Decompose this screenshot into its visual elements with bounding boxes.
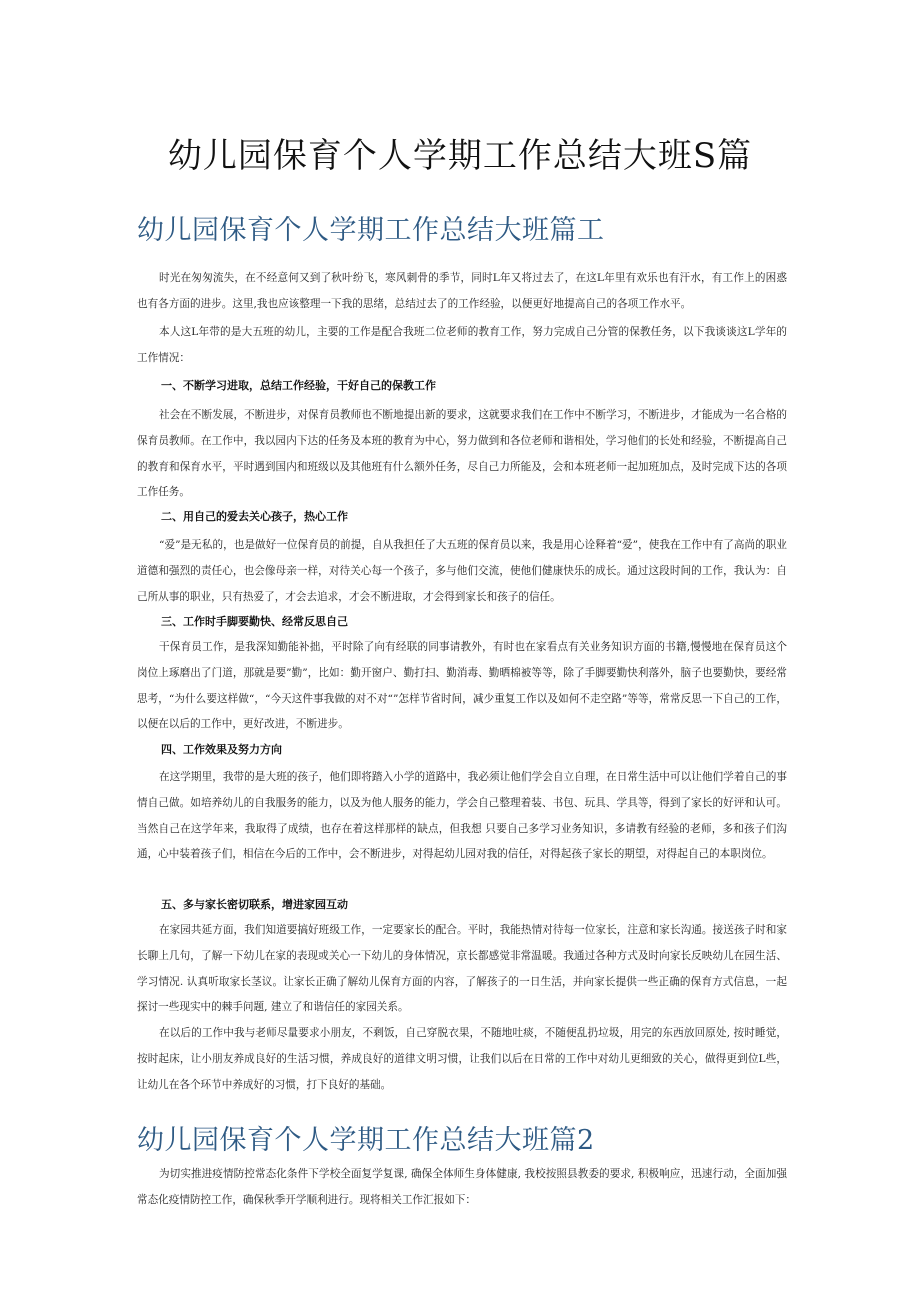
section-1-heading-1: 一、不断学习进取，总结工作经验，干好自己的保教工作 — [161, 379, 436, 392]
paragraph: 干保育员工作，是我深知勤能补拙，平时除了向有经联的同事请教外，有时也在家看点有关业务知识方面的书籍,慢慢地在保育员这个岗位上琢磨出了门道，那就是要”勤”，比如：勤开窗户、勤打扫、勤消毒、勤晒棉被等等，除了手脚要勤快利落外，脑子也要勤快，要经常思考，“为什么要这样做“，“今天这件事我做的对不对“”怎样节省时间，减少重复工作以及如何不走空路”等等，常常反思一下自己的工作，以便在以后的工作中，更好改进，不断进步。 — [137, 641, 787, 731]
paragraph: 在以后的工作中我与老师尽量要求小朋友，不剩饭，自己穿脱衣果，不随地吐痰，不随便乱扔垃圾，用完的东西放回原处, 按时睡觉，按时起床，让小朋友养成良好的生活习惯，养成良好的道律文明习惯，让我们以后在日常的工作中对幼儿更细致的关心，做得更到位L些，让幼儿在各个环节中养成好的习惯，打下良好的基础。 — [137, 1027, 787, 1091]
section-1-heading-3: 三、工作时手脚要勤快、经常反思自己 — [161, 615, 348, 628]
paragraph: “爱”是无私的，也是做好一位保育员的前提，自从我担任了大五班的保育员以来，我是用心诠释着“爱”，使我在工作中有了高尚的职业道德和强烈的责任心，也会像母亲一样，对待关心每一个孩子，多与他们交流，使他们健康快乐的成长。通过这段时间的工作，我认为：自己所从事的职业，只有热爱了，才会去追求，才会不断进取，才会得到家长和孩子的信任。 — [137, 539, 787, 603]
paragraph: 为切实推进疫情防控常态化条件下学校全面复学复课, 确保全体师生身体健康, 我校按照县教委的要求, 积极响应，迅速行动，全面加强常态化疫情防控工作，确保秋季开学顺利进行。现将相关工作汇报如下： — [137, 1168, 787, 1206]
section-1-heading-4: 四、工作效果及努力方向 — [161, 743, 282, 756]
section-2-title: 幼儿园保育个人学期工作总结大班篇2 — [137, 1125, 595, 1156]
paragraph: 本人这L年带的是大五班的幼儿，主要的工作是配合我班二位老师的教育工作，努力完成自己分管的保教任务，以下我谈谈这L学年的工作情况： — [137, 326, 787, 364]
section-1-heading-5: 五、多与家长密切联系，增进家园互动 — [161, 898, 348, 911]
paragraph: 在这学期里，我带的是大班的孩子，他们即将踏入小学的道路中，我必须让他们学会自立自理，在日常生活中可以让他们学着自己的事情自己做。如培养幼儿的自我服务的能力，以及为他人服务的能力，学会自己整理着装、书包、玩具、学具等，得到了家长的好评和认可。当然自己在这学年来，我取得了成绩，也存在着这样那样的缺点，但我想 只要自己多学习业务知识，多请教有经验的老师，多和孩子们沟通，心中装着孩子们，相信在今后的工作中，会不断进步，对得起幼儿园对我的信任，对得起孩子家长的期望，对得起自己的本职岗位。 — [137, 771, 787, 861]
document-title: 幼儿园保育个人学期工作总结大班S篇 — [167, 136, 753, 176]
section-1-heading-2: 二、用自己的爱去关心孩子，热心工作 — [161, 510, 348, 523]
section-1-title: 幼儿园保育个人学期工作总结大班篇工 — [137, 215, 605, 246]
paragraph: 在家园共延方面，我们知道要搞好班级工作，一定要家长的配合。平时，我能热情对待每一位家长，注意和家长沟通。接送孩子时和家长聊上几句，了解一下幼儿在家的表现或关心一下幼儿的身体情况，京长都感觉非常温暖。我通过各种方式及时向家长反映幼儿在园生活、学习情况. 认真听取家长茎议。让家长正确了解幼儿保育方面的内容，了解孩子的一日生活，并向家长提供一些正确的保育方式信息，一起探讨一些现实中的棘手问题, 建立了和谐信任的家园关系。 — [137, 924, 787, 1014]
paragraph: 时光在匆匆流失，在不经意何又到了秋叶纷飞，寒风刺骨的季节，同时L年又将过去了，在这L年里有欢乐也有汗水，有工作上的困惑也有各方面的进步。这里,我也应该整理一下我的思绪，总结过去了的工作经验，以便更好地提高自己的各项工作水平。 — [137, 272, 787, 310]
paragraph: 社会在不断发展，不断进步，对保育员教师也不断地提出新的要求，这就要求我们在工作中不断学习，不断进步，才能成为一名合格的保育员教师。在工作中，我以园内下达的任务及本班的教育为中心，努力做到和各位老师和谐相处，学习他们的长处和经验，不断提高自己的教育和保育水平，平时遇到国内和班级以及其他班有什么额外任务，尽自己力所能及，会和本班老师一起加班加点，及时完成下达的各项工作任务。 — [137, 409, 787, 499]
